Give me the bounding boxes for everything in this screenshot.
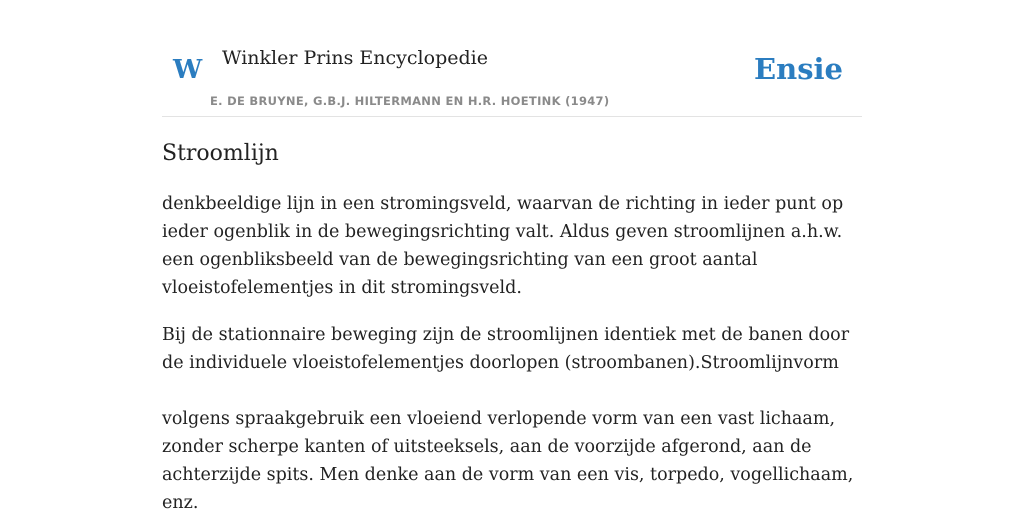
article-paragraph: Bij de stationnaire beweging zijn de stroomlijnen identiek met de banen door de individuele vloeistofelementjes doorlopen (stroombanen).Stroomlijnvorm <box>162 325 850 373</box>
brand-logo[interactable]: Ensie <box>754 52 843 86</box>
source-authors: E. DE BRUYNE, G.B.J. HILTERMANN EN H.R. HOETINK (1947) <box>210 94 610 108</box>
article-body <box>162 138 862 512</box>
paragraph-spacer <box>162 377 862 405</box>
article-paragraph: denkbeeldige lijn in een stromingsveld, waarvan de richting in ieder punt op ieder ogenblik in de bewegingsrichting valt. Aldus geven stroomlijnen a.h.w. een ogenbliksbeeld van de bewegingsrichting van een groot aantal vloeistofelementjes in dit stromingsveld. <box>162 194 844 298</box>
article-paragraph: volgens spraakgebruik een vloeiend verlopende vorm van een vast lichaam, zonder scherpe kanten of uitsteeksels, aan de voorzijde afgerond, aan de achterzijde spits. Men denke aan de vorm van een vis, torpedo, vogellichaam, enz. <box>162 409 854 512</box>
encyclopedia-logo[interactable]: W <box>173 55 203 85</box>
source-title[interactable]: Winkler Prins Encyclopedie <box>222 47 488 69</box>
source-header <box>162 0 862 117</box>
article-title: Stroomlijn <box>162 141 279 166</box>
